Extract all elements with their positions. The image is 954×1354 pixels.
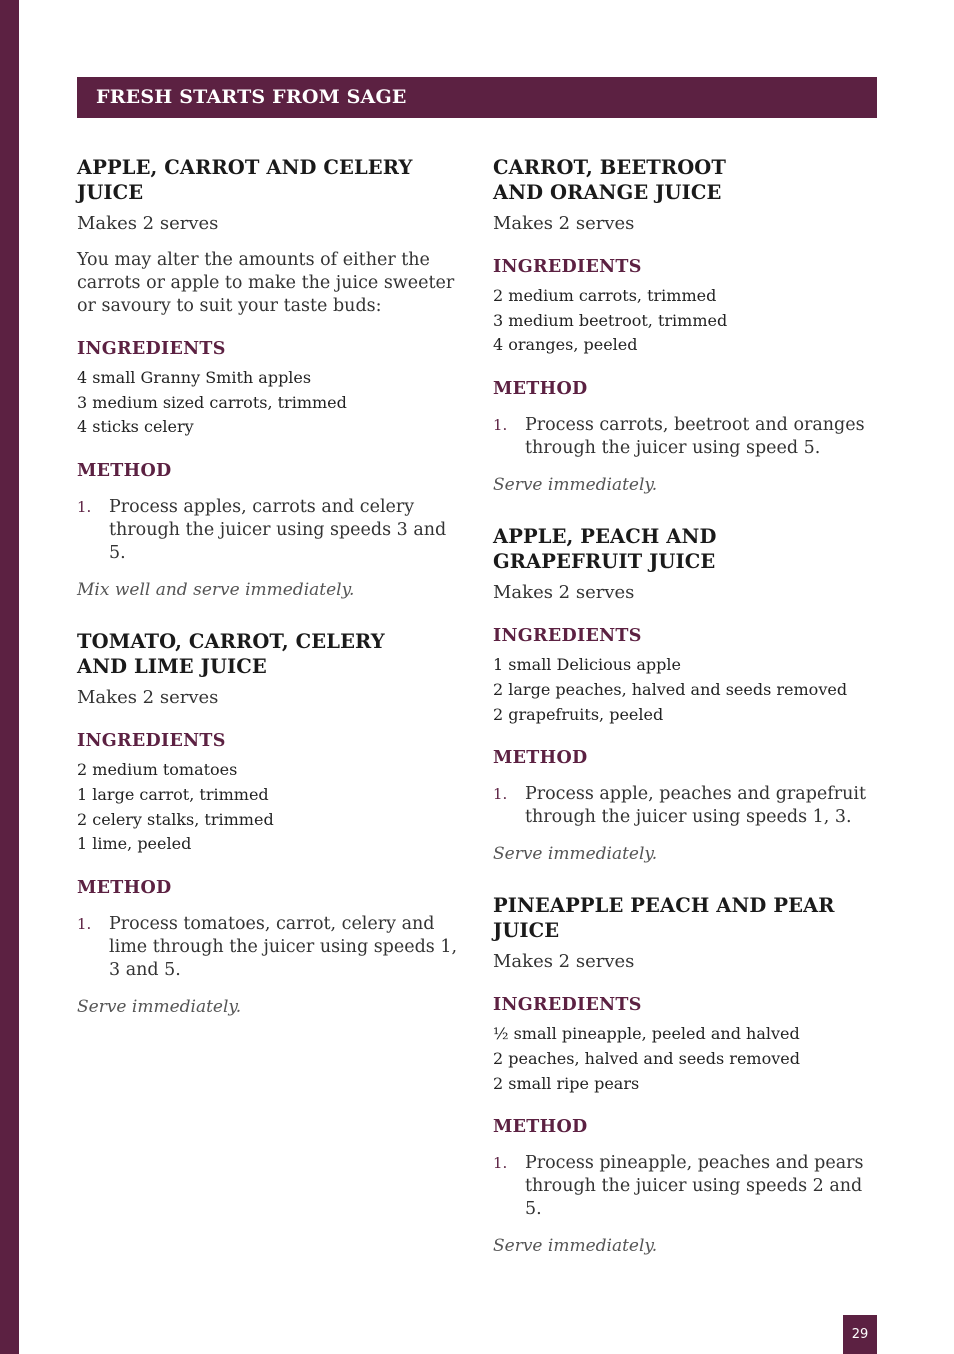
ingredient-item: 2 medium tomatoes (77, 760, 238, 780)
recipe-pineapple-peach-pear (493, 893, 883, 1258)
serving-note: Serve immediately. (77, 996, 242, 1017)
ingredient-item: ½ small pineapple, peeled and halved (493, 1024, 800, 1044)
method-list (493, 1152, 883, 1221)
ingredient-item: 2 grapefruits, peeled (493, 704, 664, 724)
step-text: Process apples, carrots and celery through the juicer using speeds 3 and 5. (109, 497, 447, 564)
ingredient-item: 2 peaches, halved and seeds removed (493, 1048, 800, 1068)
section-banner: FRESH STARTS FROM SAGE (77, 77, 877, 118)
ingredient-item: 1 small Delicious apple (493, 655, 681, 675)
ingredients-list (493, 1022, 883, 1096)
recipe-title: CARROT, BEETROOT AND ORANGE JUICE (493, 156, 727, 204)
recipe-title: PINEAPPLE PEACH AND PEAR JUICE (493, 894, 835, 943)
step-number: 1. (493, 1154, 508, 1173)
ingredients-list (493, 653, 883, 727)
step-text: Process tomatoes, carrot, celery and lime through the juicer using speeds 1, 3 and 5. (109, 913, 458, 980)
method-heading: METHOD (493, 1117, 588, 1138)
ingredients-list (77, 366, 462, 440)
recipe-title: APPLE, CARROT AND CELERY JUICE (77, 156, 413, 204)
method-list (493, 414, 883, 460)
method-list (77, 496, 462, 565)
ingredients-heading: INGREDIENTS (77, 339, 226, 359)
recipe-serves: Makes 2 serves (493, 951, 635, 973)
step-number: 1. (493, 785, 508, 804)
side-accent-bar (0, 0, 19, 1354)
method-step (77, 913, 462, 982)
ingredients-heading: INGREDIENTS (77, 731, 226, 752)
ingredients-list (493, 284, 883, 358)
recipe-carrot-beetroot-orange (493, 155, 883, 497)
ingredient-item: 2 medium carrots, trimmed (493, 286, 717, 305)
recipe-serves: Makes 2 serves (493, 582, 635, 604)
step-text: Process apple, peaches and grapefruit through the juicer using speeds 1, 3. (525, 784, 867, 828)
recipe-title: TOMATO, CARROT, CELERY AND LIME JUICE (77, 630, 385, 679)
method-heading: METHOD (77, 877, 172, 898)
method-list (77, 913, 462, 982)
recipe-apple-peach-grapefruit (493, 524, 883, 866)
page-number: 29 (843, 1315, 877, 1354)
recipe-tomato-carrot-celery-lime (77, 629, 462, 1019)
method-step (493, 783, 883, 829)
ingredients-heading: INGREDIENTS (493, 257, 642, 277)
method-step (493, 414, 883, 460)
left-column (77, 155, 462, 1046)
serving-note: Serve immediately. (493, 844, 658, 865)
ingredients-heading: INGREDIENTS (493, 626, 642, 647)
recipe-serves: Makes 2 serves (77, 213, 219, 234)
ingredient-item: 3 medium beetroot, trimmed (493, 310, 728, 330)
serving-note: Serve immediately. (493, 475, 658, 496)
ingredient-item: 2 celery stalks, trimmed (77, 809, 274, 829)
ingredients-list (77, 758, 462, 857)
method-step (77, 496, 462, 565)
ingredient-item: 4 oranges, peeled (493, 335, 638, 355)
recipe-serves: Makes 2 serves (77, 687, 219, 709)
serving-note: Serve immediately. (493, 1236, 658, 1257)
ingredient-item: 4 small Granny Smith apples (77, 368, 312, 387)
recipe-serves: Makes 2 serves (493, 213, 635, 234)
method-heading: METHOD (493, 379, 588, 400)
step-number: 1. (493, 416, 508, 435)
method-step (493, 1152, 883, 1221)
ingredient-item: 1 large carrot, trimmed (77, 784, 269, 804)
ingredient-item: 2 small ripe pears (493, 1073, 640, 1093)
method-heading: METHOD (493, 748, 588, 769)
recipe-intro: You may alter the amounts of either the carrots or apple to make the juice sweeter or savoury to suit your taste buds: (77, 250, 455, 316)
recipe-title: APPLE, PEACH AND GRAPEFRUIT JUICE (493, 525, 717, 574)
step-number: 1. (77, 498, 92, 517)
ingredient-item: 1 lime, peeled (77, 834, 192, 854)
ingredient-item: 4 sticks celery (77, 417, 194, 437)
step-text: Process pineapple, peaches and pears through the juicer using speeds 2 and 5. (525, 1153, 864, 1220)
serving-note: Mix well and serve immediately. (77, 580, 355, 601)
right-column (493, 155, 883, 1285)
step-text: Process carrots, beetroot and oranges through the juicer using speed 5. (525, 415, 865, 459)
recipe-apple-carrot-celery (77, 155, 462, 602)
method-list (493, 783, 883, 829)
ingredients-heading: INGREDIENTS (493, 995, 642, 1016)
step-number: 1. (77, 914, 92, 933)
ingredient-item: 3 medium sized carrots, trimmed (77, 392, 347, 412)
ingredient-item: 2 large peaches, halved and seeds removed (493, 679, 848, 699)
method-heading: METHOD (77, 461, 172, 482)
